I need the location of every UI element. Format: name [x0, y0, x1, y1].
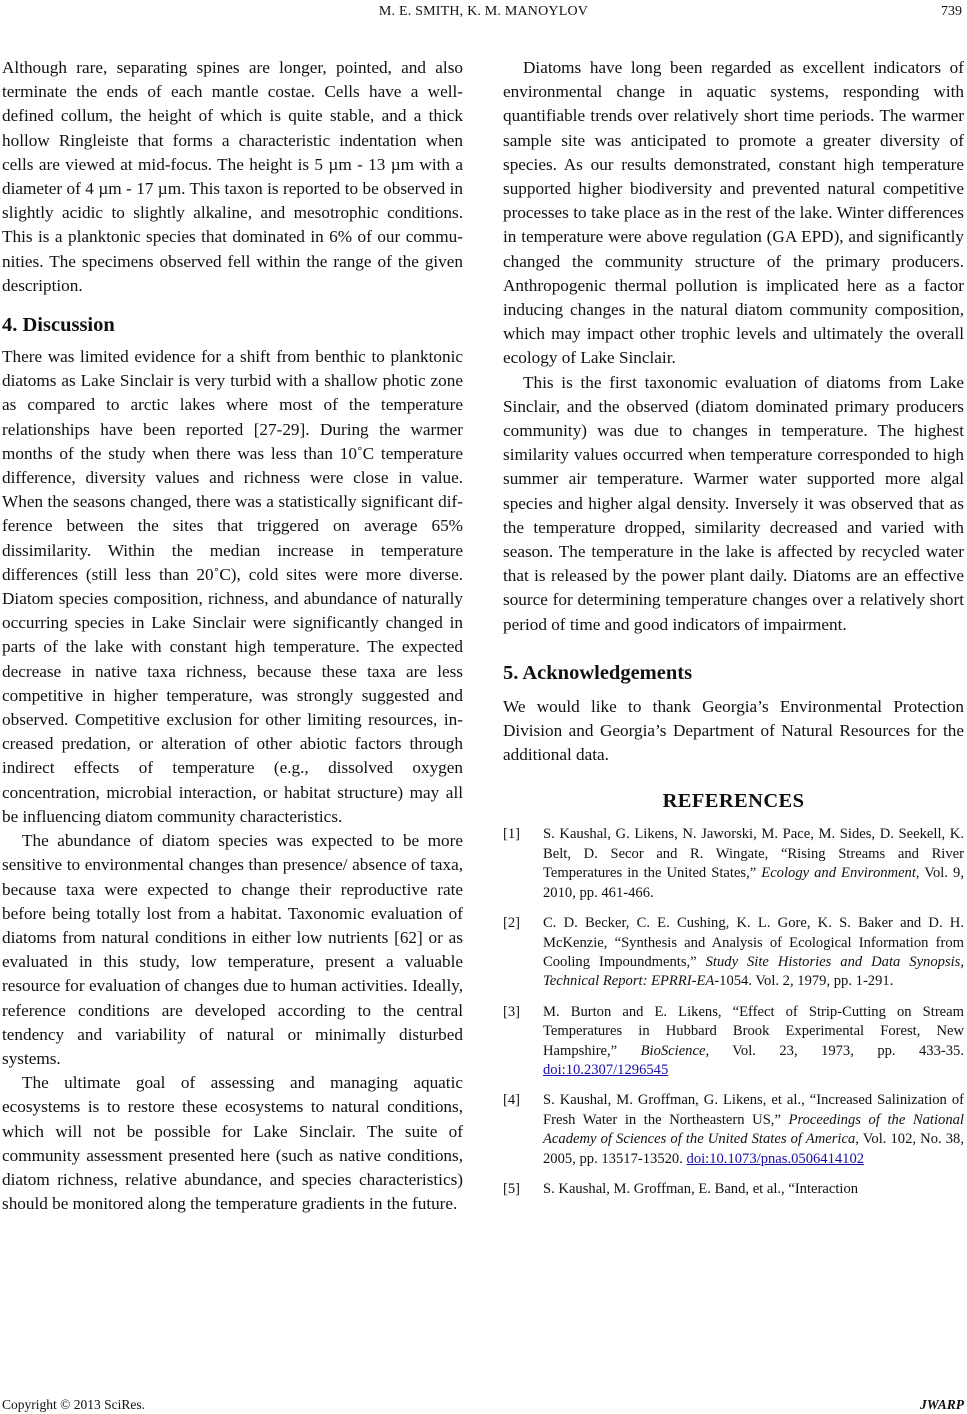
acknowledgements-heading: 5. Acknowledgements: [503, 661, 693, 684]
reference-item: [503, 1003, 964, 1081]
reference-text: S. Kaushal, M. Groffman, G. Likens, et al., “Increased Salinization of Fresh Water in the Northeastern US,” Proceedings of the National Academy of Sciences of the United States of America, Vol. 102, No. 38, 2005, pp. 13517-13520. doi:10.1073/pnas.0506414102: [543, 1092, 965, 1167]
page-number: 739: [941, 4, 962, 19]
journal-name: JWARP: [919, 1397, 964, 1412]
reference-item: [503, 1180, 964, 1199]
acknowledgements-text: We would like to thank Georgia’s Environmental Protection Division and Georgia’s Department of Natural Resources for the additional data.: [503, 696, 964, 765]
reference-number: [5]: [503, 1180, 521, 1197]
right-column: [503, 56, 964, 1210]
running-head: M. E. SMITH, K. M. MANOYLOV: [378, 4, 589, 19]
reference-number: [4]: [503, 1092, 521, 1109]
reference-number: [1]: [503, 826, 521, 843]
reference-text: S. Kaushal, G. Likens, N. Jaworski, M. Pace, M. Sides, D. Seekell, K. Belt, D. Secor and R. Wingate, “Rising Streams and River Temperatures in the United States,” Ecology and Environment, Vol. 9, 2010, pp. 461-466.: [543, 826, 964, 901]
page-header: [0, 0, 967, 28]
discussion-paragraph-4: Diatoms have long been regarded as excellent indicators of environmental change in aquatic systems, responding with quantifiable trends over relatively short time periods. The warmer sample site was anticipated to promote a greater diversity of species. As our results demonstrated, constant high temperature supported higher biodiversity and prevented natural competitive processes to take place as in the rest of the lake. Winter differences in temperature were above regulation (GA EPD), and significantly changed the community structure of the primary producers. Anthropogenic thermal pollution is implicated here as a factor inducing changes in the natural diatom community composition, which may impact other trophic levels and ultimately the overall ecology of Lake Sinclair.: [503, 58, 964, 368]
discussion-paragraph-5: This is the first taxonomic evaluation of diatoms from Lake Sinclair, and the observed (diatom dominated primary producers community) was due to changes in temperature. The highest similarity values occurred when temperature corresponded to high summer air temperature. Warmer water supported more algal species and higher algal density. Inversely it was observed that as the temperature dropped, similarity decreased and varied with season. The temperature in the lake is affected by recycled water that is released by the power plant daily. Diatoms are an effective source for determining temperature changes over a relatively short period of time and good indicators of impairment.: [503, 372, 964, 634]
discussion-paragraph-2: The abundance of diatom species was expected to be more sensitive to environmental changes than presence/ absence of taxa, because taxa were expected to change their reproductive rate before being totally lost from a habitat. Taxonomic evaluation of diatoms from natural conditions in either low nutrients [62] or as evaluated in this study, low temperature, present a valuable resource for evaluation of changes due to human activities. Ideally, reference conditions are developed according to the central tendency and variability of natural or minimally disturbed systems.: [2, 831, 463, 1068]
discussion-heading: 4. Discussion: [2, 314, 115, 337]
discussion-paragraph-1: There was limited evidence for a shift from benthic to planktonic diatoms as Lake Sinclair is very turbid with a shallow photic zone as compared to arctic lakes where most of the temperature relationships have been reported [27-29]. During the warmer months of the study when there was less than 10˚C temperature difference, diversity values and richness were close in value. When the seasons changed, there was a statistically significant difference between the sites that triggered on average 65% dissimilarity. Within the median increase in temperature differences (still less than 20˚C), cold sites were more diverse. Diatom species composition, richness, and abundance of naturally occurring species in Lake Sinclair were significantly changed in parts of the lake with constant high temperature. The expected decrease in native taxa richness, because these taxa are less competitive in higher temperature, was strongly suggested and observed. Competitive exclusion for other limiting resources, increased predation, or alteration of other abiotic factors through indirect effects of temperature (e.g., dissolved oxygen concentration, microbial interaction, or habitat structure) may all be influencing diatom community characteristics.: [2, 347, 463, 826]
reference-text: M. Burton and E. Likens, “Effect of Strip-Cutting on Stream Temperatures in Hubbard Brook Experimental Forest, New Hampshire,” BioScience, Vol. 23, 1973, pp. 433-35. doi:10.2307/1296545: [543, 1003, 964, 1078]
doi-link[interactable]: doi:10.1073/pnas.0506414102: [686, 1150, 865, 1167]
copyright-notice: Copyright © 2013 SciRes.: [2, 1397, 146, 1412]
left-column: [2, 56, 463, 1216]
reference-number: [3]: [503, 1003, 521, 1020]
discussion-paragraph-3: The ultimate goal of assessing and managing aquatic ecosystems is to restore these ecosystems to natural conditions, which will not be possible for Lake Sinclair. The suite of community assessment presented here (such as native conditions, diatom richness, relative abundance, and species characteristics) should be monitored along the temperature gradients in the future.: [2, 1073, 463, 1214]
reference-list: [503, 825, 964, 1199]
reference-item: [503, 825, 964, 903]
references-heading: REFERENCES: [662, 790, 805, 813]
reference-text: C. D. Becker, C. E. Cushing, K. L. Gore, K. S. Baker and D. H. McKenzie, “Synthesis and Analysis of Ecological Information from Cooling Impoundments,” Study Site Histories and Data Synopsis, Technical Report: EPRRI-EA-1054. Vol. 2, 1979, pp. 1-291.: [543, 915, 964, 990]
reference-item: [503, 1091, 964, 1169]
reference-text: S. Kaushal, M. Groffman, E. Band, et al., “Interaction: [543, 1180, 859, 1197]
intro-paragraph: Although rare, separating spines are longer, pointed, and also terminate the ends of each mantle costae. Cells have a well-defined collum, the height of which is quite stable, and a thick hollow Ringleiste that forms a characteristic indentation when cells are viewed at mid-focus. The height is 5 µm - 13 µm with a diameter of 4 µm - 17 µm. This taxon is reported to be observed in slightly acidic to slightly alkaline, and mesotrophic conditions. This is a planktonic species that dominated in 6% of our communities. The specimens observed fell within the range of the given description.: [2, 58, 463, 295]
doi-link[interactable]: doi:10.2307/1296545: [543, 1061, 669, 1078]
reference-number: [2]: [503, 915, 521, 932]
reference-item: [503, 914, 964, 992]
